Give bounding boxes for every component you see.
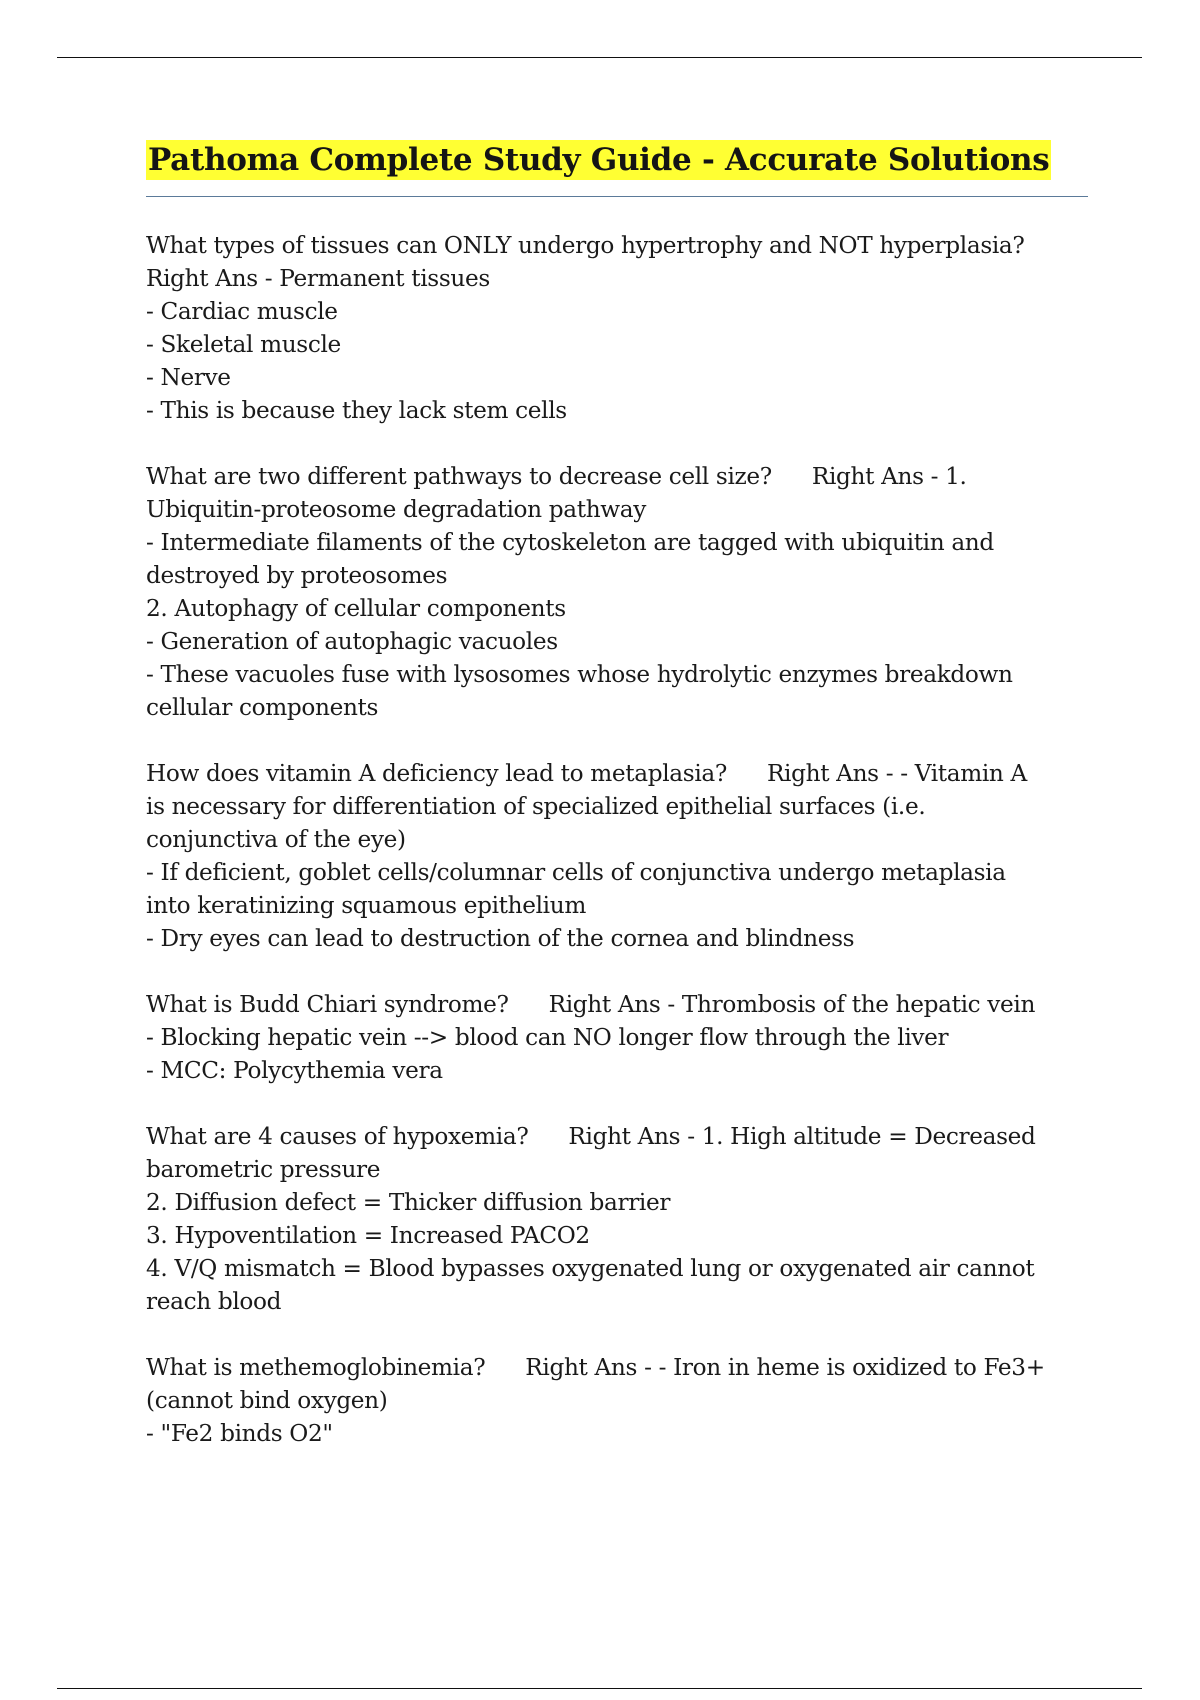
qa-first-line [146,1351,1091,1384]
qa-answer-line: - Intermediate filaments of the cytoskeleton are tagged with ubiquitin and [146,529,994,556]
qa-answer-line: - "Fe2 binds O2" [146,1420,333,1447]
qa-answer-line: into keratinizing squamous epithelium [146,892,586,919]
qa-answer-line: - MCC: Polycythemia vera [146,1057,443,1084]
qa-answer-line: Right Ans - - Vitamin A [766,760,1027,787]
document-title: Pathoma Complete Study Guide - Accurate Solutions [148,142,1050,178]
qa-answer-line: barometric pressure [146,1156,381,1183]
qa-answer-line: conjunctiva of the eye) [146,826,406,853]
qa-answer-line: cellular components [146,694,379,721]
qa-answer-line: - Skeletal muscle [146,331,341,358]
qa-answer-line: (cannot bind oxygen) [146,1387,388,1414]
qa-answer-line: - These vacuoles fuse with lysosomes whose hydrolytic enzymes breakdown [146,661,1013,688]
qa-item [146,460,1091,724]
qa-item [146,988,1091,1087]
qa-question: What are 4 causes of hypoxemia? [146,1123,529,1150]
qa-answer-line: - Cardiac muscle [146,298,338,325]
qa-answer-line: - If deficient, goblet cells/columnar cells of conjunctiva undergo metaplasia [146,859,1006,886]
qa-answer-line: Right Ans - Permanent tissues [146,265,490,292]
qa-answer-line: Ubiquitin-proteosome degradation pathway [146,496,646,523]
qa-answer-line: - Nerve [146,364,231,391]
qa-answer-line: Right Ans - 1. High altitude = Decreased [568,1123,1036,1150]
qa-answer-line: Right Ans - 1. [811,463,967,490]
qa-question: How does vitamin A deficiency lead to metaplasia? [146,760,727,787]
qa-item [146,757,1091,955]
title-block [146,140,1088,197]
qa-answer-line: - Generation of autophagic vacuoles [146,628,558,655]
qa-answer-line: reach blood [146,1288,282,1315]
qa-question: What types of tissues can ONLY undergo hypertrophy and NOT hyperplasia? [146,232,1025,259]
qa-item [146,1351,1091,1450]
qa-question: What is Budd Chiari syndrome? [146,991,509,1018]
qa-answer-line: destroyed by proteosomes [146,562,448,589]
qa-first-line [146,460,1091,493]
qa-answer-line: - This is because they lack stem cells [146,397,567,424]
qa-answer-line: 3. Hypoventilation = Increased PACO2 [146,1222,590,1249]
qa-first-line [146,988,1091,1021]
top-rule [57,57,1142,58]
qa-answer-line: is necessary for differentiation of specialized epithelial surfaces (i.e. [146,793,926,820]
qa-question: What are two different pathways to decrease cell size? [146,463,772,490]
qa-answer-line: 2. Autophagy of cellular components [146,595,566,622]
qa-item [146,1120,1091,1318]
document-body [146,229,1091,1483]
qa-answer-line: Right Ans - Thrombosis of the hepatic vein [548,991,1036,1018]
qa-answer-line: Right Ans - - Iron in heme is oxidized to Fe3+ [525,1354,1045,1381]
bottom-rule [57,1688,1142,1689]
qa-answer-line: - Blocking hepatic vein --> blood can NO longer flow through the liver [146,1024,949,1051]
qa-item [146,229,1091,427]
qa-first-line [146,1120,1091,1153]
qa-question: What is methemoglobinemia? [146,1354,486,1381]
qa-first-line [146,757,1091,790]
qa-answer-line: 2. Diffusion defect = Thicker diffusion barrier [146,1189,671,1216]
qa-answer-line: - Dry eyes can lead to destruction of the cornea and blindness [146,925,855,952]
qa-answer-line: 4. V/Q mismatch = Blood bypasses oxygenated lung or oxygenated air cannot [146,1255,1035,1282]
